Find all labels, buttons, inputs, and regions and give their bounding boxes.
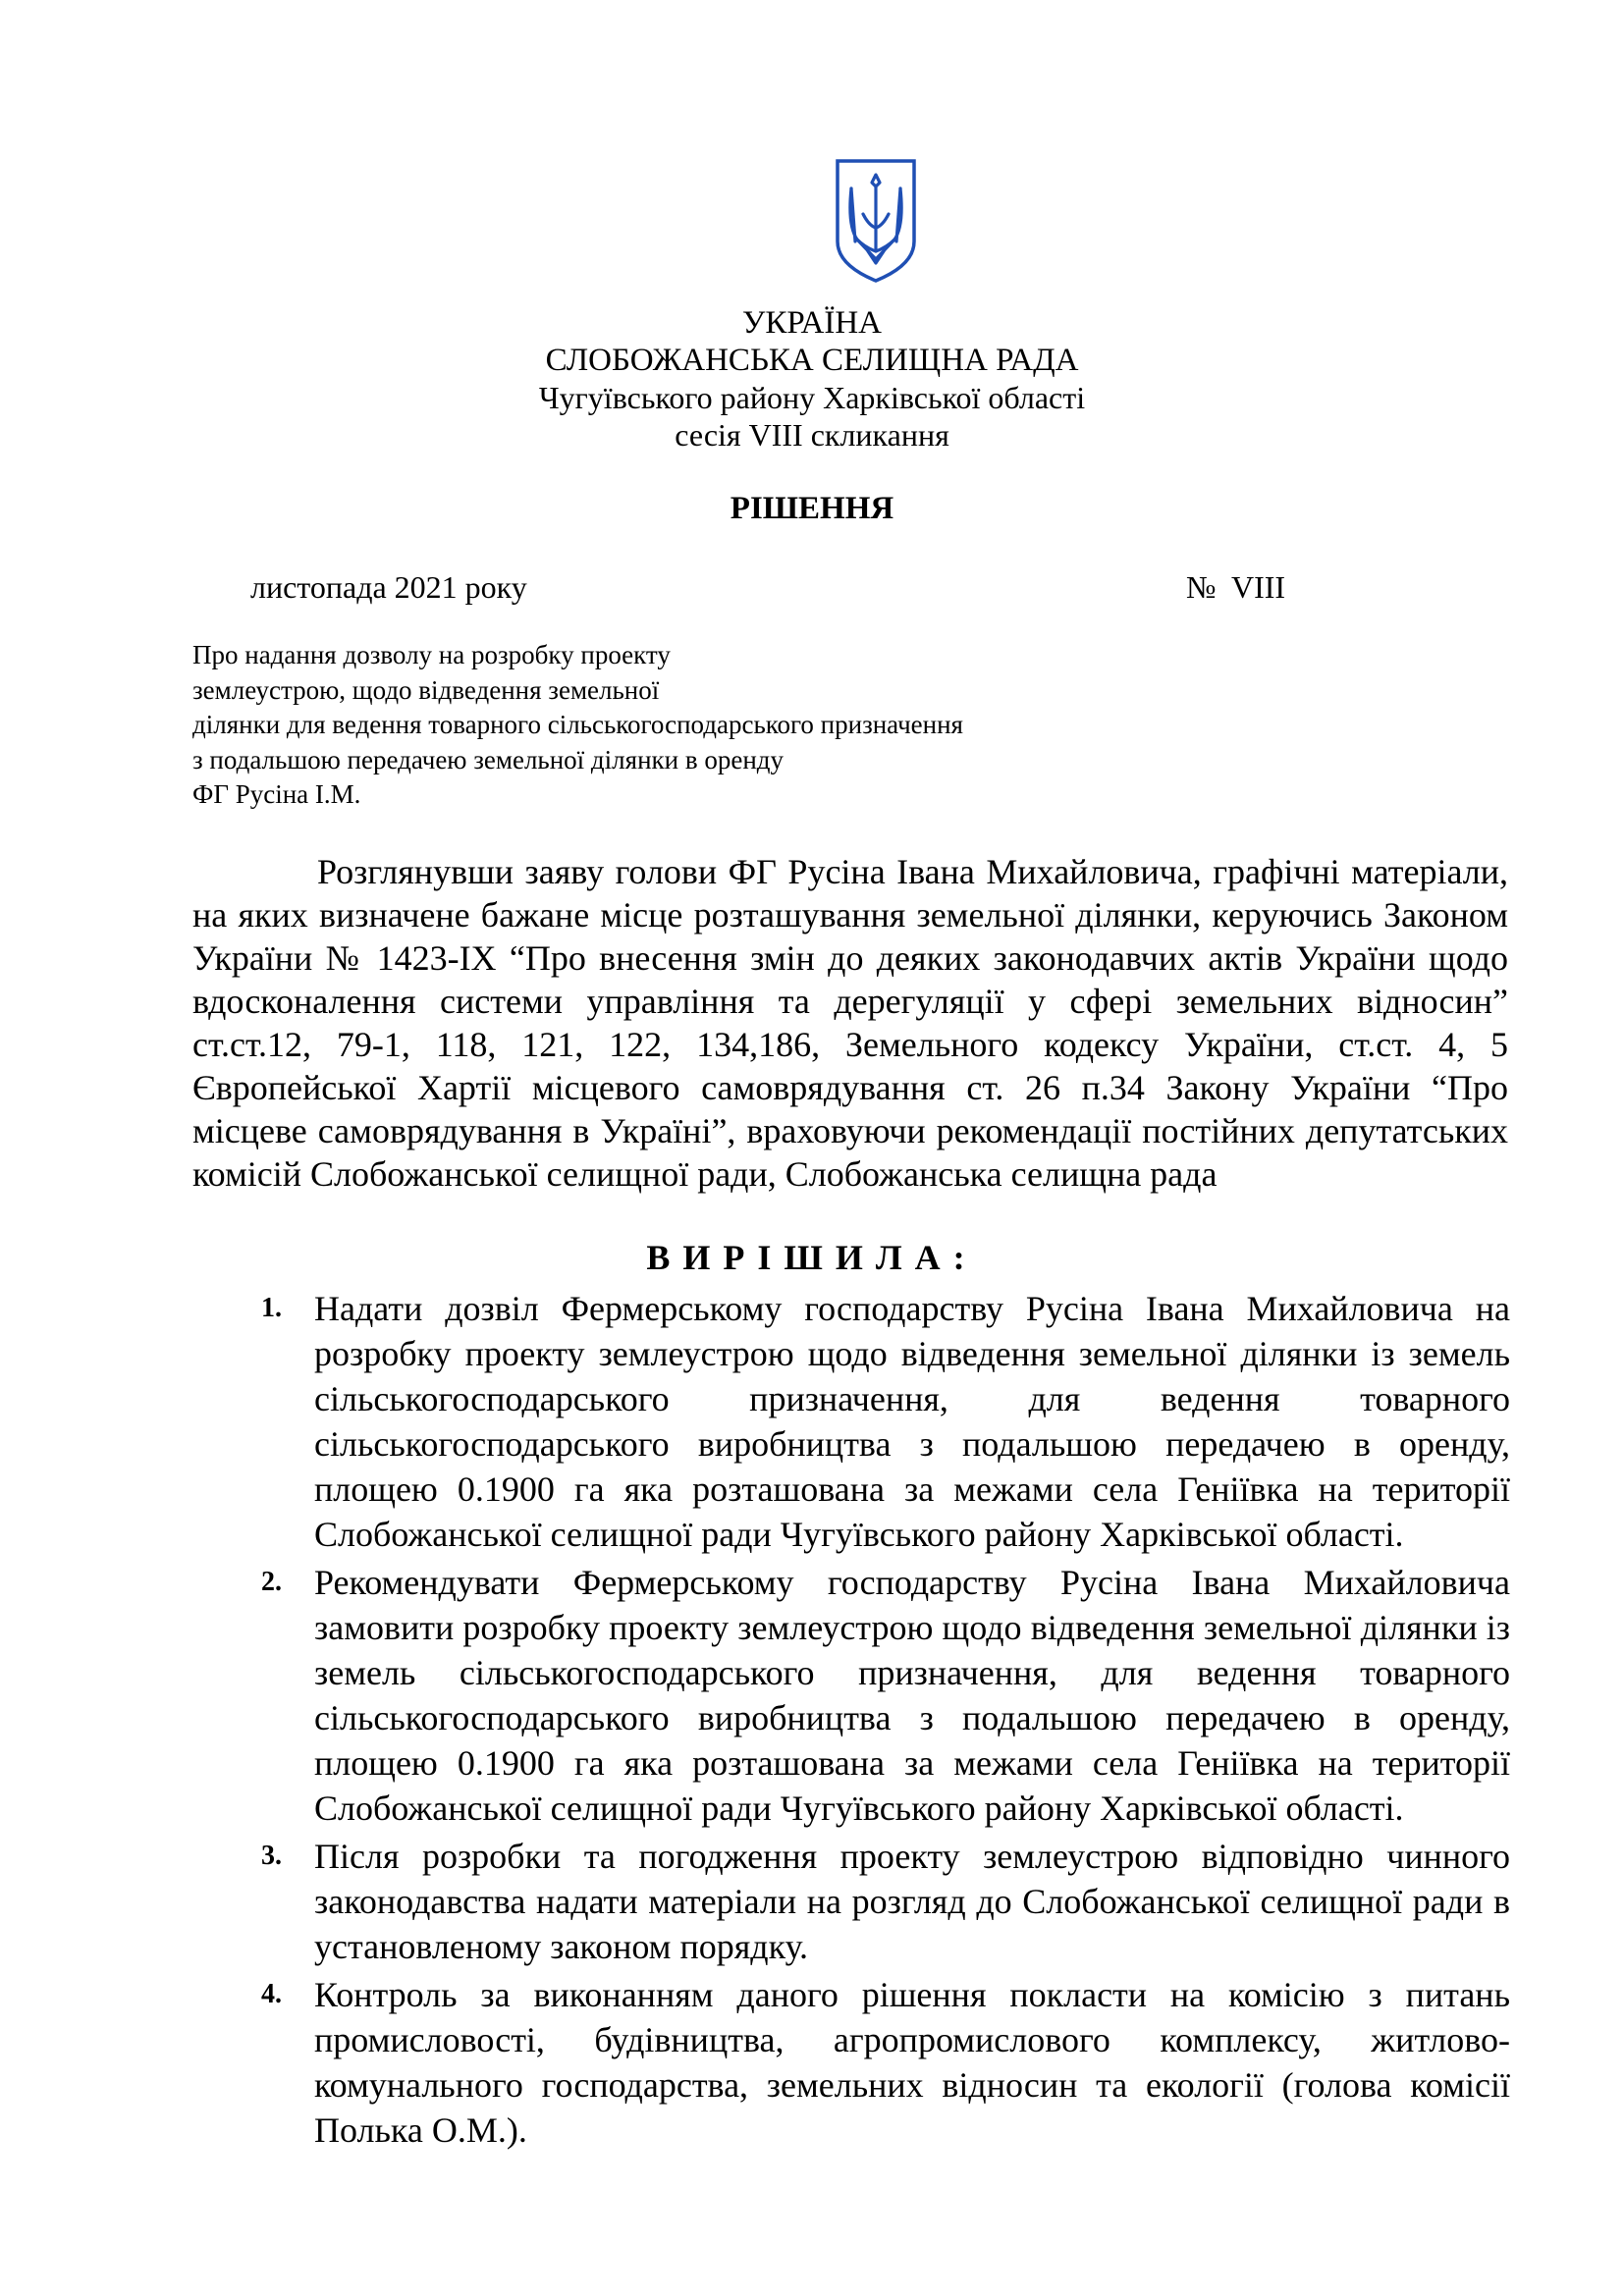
decision-item	[261, 1286, 1510, 1557]
district-name: Чугуївського району Харківської області	[538, 380, 1086, 415]
item-text: Надати дозвіл Фермерському господарству Русіна Івана Михайловича на розробку проекту землеустрою щодо відведення земельної ділянки із земель сільськогосподарського призначення, для ведення товарного сільськогосподарського виробництва з подальшою передачею в оренду, площею 0.1900 га яка розташована за межами села Геніївка на території Слобожанської селищної ради Чугуївського району Харківської області.	[314, 1289, 1510, 1554]
session-info: сесія VIII скликання	[675, 417, 949, 453]
decided-heading: ВИРІШИЛА:	[646, 1238, 978, 1277]
item-number: 1.	[261, 1293, 282, 1323]
item-number: 2.	[261, 1567, 282, 1597]
preamble-paragraph: Розглянувши заяву голови ФГ Русіна Івана Михайловича, графічні матеріали, на яких визначене бажане місце розташування земельної ділянки, керуючись Законом України № 1423-IX “Про внесення змін до деяких законодавчих актів України щодо вдосконалення системи управління та дерегуляції у сфері земельних відносин” ст.ст.12, 79-1, 118, 121, 122, 134,186, Земельного кодексу України, ст.ст. 4, 5 Європейської Хартії місцевого самоврядування ст. 26 п.34 Закону України “Про місцеве самоврядування в Україні”, враховуючи рекомендації постійних депутатських комісій Слобожанської селищної ради, Слобожанська селищна рада	[192, 852, 1508, 1194]
trident-emblem-icon	[834, 157, 918, 285]
subject-line: землеустрою, щодо відведення земельної	[192, 674, 660, 705]
decision-number: № VIII	[1186, 569, 1286, 605]
item-number: 4.	[261, 1979, 282, 2009]
item-text: Після розробки та погодження проекту землеустрою відповідно чинного законодавства надати матеріали на розгляд до Слобожанської селищної ради в установленому законом порядку.	[314, 1837, 1510, 1966]
item-text: Рекомендувати Фермерському господарству Русіна Івана Михайловича замовити розробку проекту землеустрою щодо відведення земельної ділянки із земель сільськогосподарського призначення, для ведення товарного сільськогосподарського виробництва з подальшою передачею в оренду, площею 0.1900 га яка розташована за межами села Геніївка на території Слобожанської селищної ради Чугуївського району Харківської області.	[314, 1563, 1510, 1828]
subject-line: ФГ Русіна І.М.	[192, 779, 361, 809]
decision-subject	[192, 638, 963, 813]
subject-line: з подальшою передачею земельної ділянки в оренду	[192, 744, 785, 774]
item-number: 3.	[261, 1841, 282, 1871]
decision-item	[261, 1834, 1510, 1969]
document-header	[0, 304, 1624, 454]
item-text: Контроль за виконанням даного рішення покласти на комісію з питань промисловості, будівництва, агропромислового комплексу, житлово-комунального господарства, земельних відносин та екології (голова комісії Полька О.М.).	[314, 1975, 1510, 2150]
subject-line: Про надання дозволу на розробку проекту	[192, 640, 671, 669]
decision-date: листопада 2021 року	[250, 569, 527, 605]
document-title: РІШЕННЯ	[730, 491, 894, 526]
subject-line: ділянки для ведення товарного сільськогосподарського призначення	[192, 710, 963, 739]
decision-item	[261, 1560, 1510, 1831]
country-name: УКРАЇНА	[742, 305, 882, 341]
council-name: СЛОБОЖАНСЬКА СЕЛИЩНА РАДА	[545, 343, 1079, 378]
decision-item	[261, 1972, 1510, 2153]
decision-items	[261, 1286, 1510, 2153]
